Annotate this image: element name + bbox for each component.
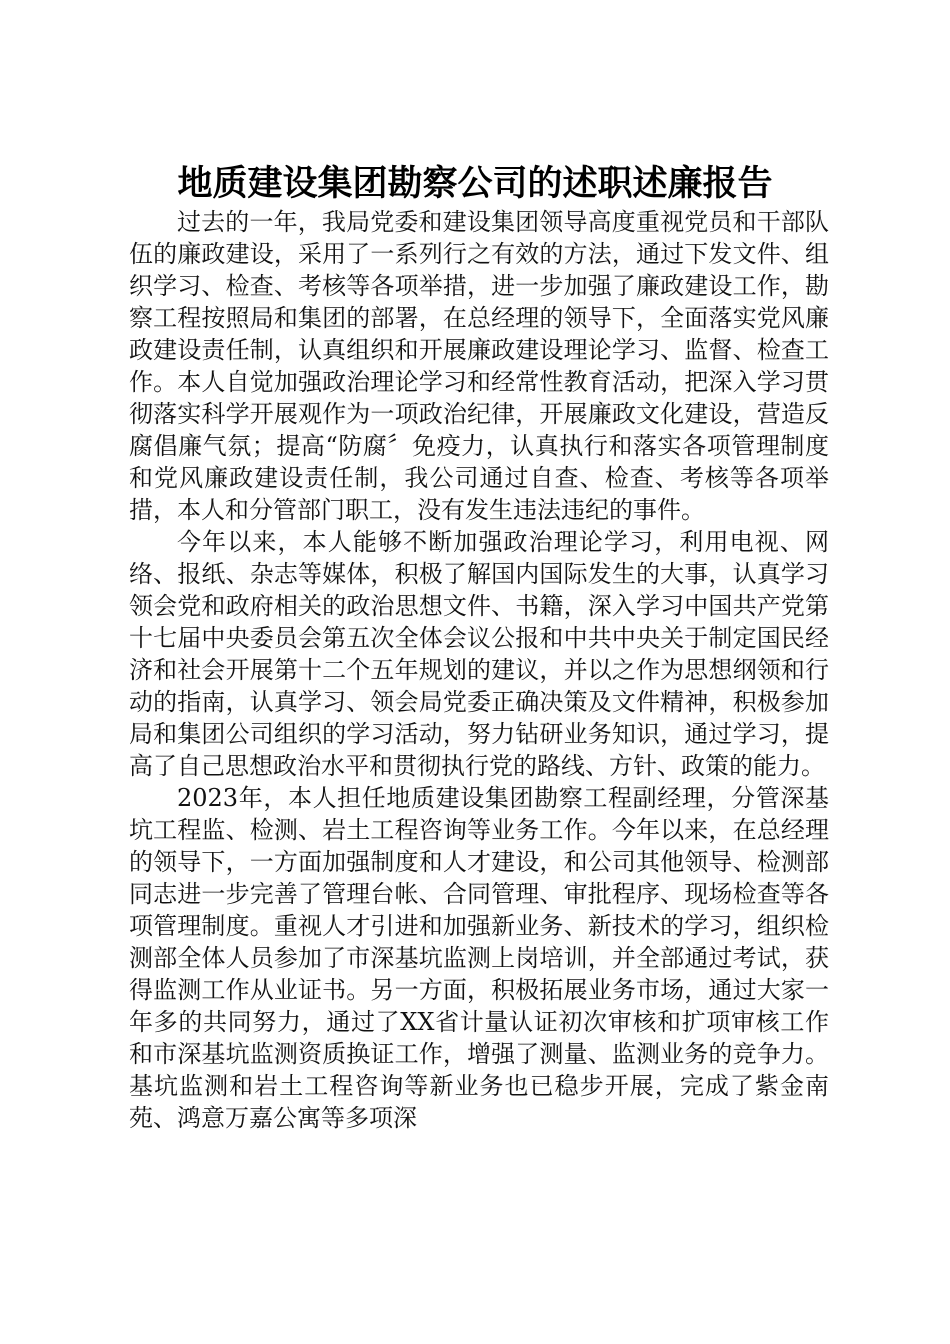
paragraph-1: 过去的一年，我局党委和建设集团领导高度重视党员和干部队伍的廉政建设，采用了一系列行之有效的方法，通过下发文件、组织学习、检查、考核等各项举措，进一步加强了廉政建设工作，勘察工程按照局和集团的部署，在总经理的领导下，全面落实党风廉政建设责任制，认真组织和开展廉政建设理论学习、监督、检查工作。本人自觉加强政治理论学习和经常性教育活动，把深入学习贯彻落实科学开展观作为一项政治纪律，开展廉政文化建设，营造反腐倡廉气氛；提高“防腐〞免疫力，认真执行和落实各项管理制度和党风廉政建设责任制，我公司通过自查、检查、考核等各项举措，本人和分管部门职工，没有发生违法违纪的事件。: [129, 208, 829, 524]
paragraph-2: 今年以来，本人能够不断加强政治理论学习，利用电视、网络、报纸、杂志等媒体，积极了解国内国际发生的大事，认真学习领会党和政府相关的政治思想文件、书籍，深入学习中国共产党第十七届中央委员会第五次全体会议公报和中共中央关于制定国民经济和社会开展第十二个五年规划的建议，并以之作为思想纲领和行动的指南，认真学习、领会局党委正确决策及文件精神，积极参加局和集团公司组织的学习活动，努力钻研业务知识，通过学习，提高了自己思想政治水平和贯彻执行党的路线、方针、政策的能力。: [129, 528, 829, 780]
document-body: [129, 206, 829, 1134]
paragraph-3: 2023年，本人担任地质建设集团勘察工程副经理，分管深基坑工程监、检测、岩土工程咨询等业务工作。今年以来，在总经理的领导下，一方面加强制度和人才建设，和公司其他领导、检测部同志进一步完善了管理台帐、合同管理、审批程序、现场检查等各项管理制度。重视人才引进和加强新业务、新技术的学习，组织检测部全体人员参加了市深基坑监测上岗培训，并全部通过考试，获得监测工作从业证书。另一方面，积极拓展业务市场，通过大家一年多的共同努力，通过了XX省计量认证初次审核和扩项审核工作和市深基坑监测资质换证工作，增强了测量、监测业务的竞争力。基坑监测和岩土工程咨询等新业务也已稳步开展，完成了紫金南苑、鸿意万嘉公寓等多项深: [129, 784, 829, 1132]
document-title: 地质建设集团勘察公司的述职述廉报告: [177, 163, 773, 204]
